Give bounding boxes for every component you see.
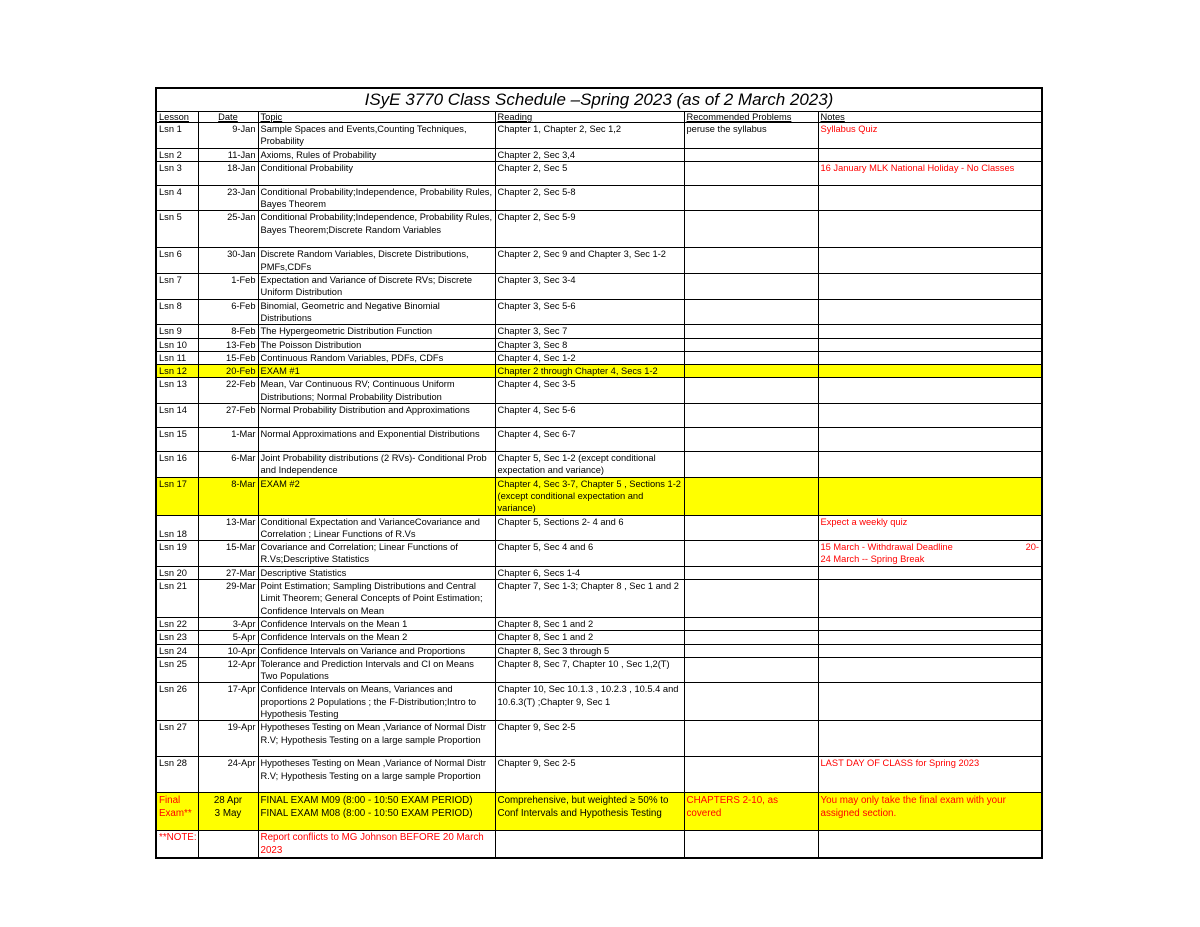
header-topic: Topic <box>258 112 495 123</box>
topic-cell: Confidence Intervals on the Mean 1 <box>258 617 495 630</box>
page-title: ISyE 3770 Class Schedule –Spring 2023 (as of 2 March 2023) <box>157 89 1041 112</box>
problems-cell <box>684 325 818 338</box>
header-row <box>157 112 1041 123</box>
notes-cell <box>818 248 1041 274</box>
notes-cell <box>818 657 1041 683</box>
date-cell: 3-Apr <box>198 617 258 630</box>
schedule-sheet <box>155 87 1043 859</box>
topic-cell: The Hypergeometric Distribution Function <box>258 325 495 338</box>
table-row <box>157 477 1041 515</box>
date-cell: 29-Mar <box>198 580 258 618</box>
lesson-cell: Lsn 28 <box>157 757 198 793</box>
table-row <box>157 365 1041 378</box>
topic-cell: Hypotheses Testing on Mean ,Variance of Normal Distr R.V; Hypothesis Testing on a large sample Proportion <box>258 721 495 757</box>
reading-cell: Chapter 7, Sec 1-3; Chapter 8 , Sec 1 and 2 <box>495 580 684 618</box>
notes-cell <box>818 404 1041 428</box>
reading-cell: Chapter 5, Sections 2- 4 and 6 <box>495 515 684 541</box>
table-row <box>157 644 1041 657</box>
date-cell: 20-Feb <box>198 365 258 378</box>
table-row <box>157 161 1041 185</box>
problems-cell: peruse the syllabus <box>684 123 818 149</box>
notes-cell <box>818 365 1041 378</box>
notes-cell <box>818 452 1041 478</box>
lesson-cell: Lsn 14 <box>157 404 198 428</box>
topic-cell: Conditional Probability;Independence, Probability Rules, Bayes Theorem <box>258 185 495 211</box>
date-cell: 1-Feb <box>198 274 258 300</box>
lesson-cell: Lsn 9 <box>157 325 198 338</box>
lesson-cell: Lsn 16 <box>157 452 198 478</box>
table-row <box>157 211 1041 248</box>
notes-cell <box>818 148 1041 161</box>
table-row <box>157 566 1041 579</box>
lesson-cell: Lsn 27 <box>157 721 198 757</box>
final-lesson-cell: Final Exam** <box>157 793 198 831</box>
problems-cell <box>684 338 818 351</box>
topic-cell: Joint Probability distributions (2 RVs)- Conditional Prob and Independence <box>258 452 495 478</box>
reading-cell: Chapter 2 through Chapter 4, Secs 1-2 <box>495 365 684 378</box>
problems-cell <box>684 644 818 657</box>
problems-cell <box>684 631 818 644</box>
problems-cell <box>684 428 818 452</box>
notes-cell <box>818 299 1041 325</box>
date-cell: 8-Mar <box>198 477 258 515</box>
final-topic: FINAL EXAM M09 (8:00 - 10:50 EXAM PERIOD) <box>260 795 473 807</box>
table-row <box>157 123 1041 149</box>
lesson-cell: Lsn 5 <box>157 211 198 248</box>
lesson-cell: Lsn 10 <box>157 338 198 351</box>
topic-cell: Confidence Intervals on Variance and Proportions <box>258 644 495 657</box>
table-row <box>157 452 1041 478</box>
topic-cell: Conditional Probability;Independence, Probability Rules, Bayes Theorem;Discrete Random Variables <box>258 211 495 248</box>
problems-cell <box>684 274 818 300</box>
date-cell: 25-Jan <box>198 211 258 248</box>
notes-cell <box>818 477 1041 515</box>
lesson-cell: Lsn 18 <box>157 515 198 541</box>
problems-cell <box>684 541 818 567</box>
table-row <box>157 541 1041 567</box>
notes-text: 20- <box>1025 542 1039 553</box>
topic-cell: Conditional Expectation and VarianceCovariance and Correlation ; Linear Functions of R.Vs <box>258 515 495 541</box>
date-cell: 18-Jan <box>198 161 258 185</box>
date-cell: 23-Jan <box>198 185 258 211</box>
problems-cell <box>684 566 818 579</box>
notes-cell: Syllabus Quiz <box>818 123 1041 149</box>
lesson-cell: Lsn 12 <box>157 365 198 378</box>
final-date: 3 May <box>214 807 242 819</box>
notes-cell <box>818 580 1041 618</box>
table-row <box>157 515 1041 541</box>
reading-cell: Chapter 3, Sec 5-6 <box>495 299 684 325</box>
table-row <box>157 428 1041 452</box>
lesson-cell: Lsn 25 <box>157 657 198 683</box>
notes-cell <box>818 351 1041 364</box>
lesson-cell: Lsn 17 <box>157 477 198 515</box>
final-topic-cell <box>258 793 495 831</box>
problems-cell <box>684 683 818 721</box>
topic-cell: Normal Approximations and Exponential Distributions <box>258 428 495 452</box>
note-row <box>157 831 1041 857</box>
table-row <box>157 378 1041 404</box>
table-row <box>157 248 1041 274</box>
reading-cell: Chapter 3, Sec 3-4 <box>495 274 684 300</box>
lesson-cell: Lsn 7 <box>157 274 198 300</box>
reading-cell: Chapter 8, Sec 1 and 2 <box>495 617 684 630</box>
final-problems-cell: CHAPTERS 2-10, as covered <box>684 793 818 831</box>
header-reading: Reading <box>495 112 684 123</box>
reading-cell: Chapter 10, Sec 10.1.3 , 10.2.3 , 10.5.4 and 10.6.3(T) ;Chapter 9, Sec 1 <box>495 683 684 721</box>
lesson-cell: Lsn 21 <box>157 580 198 618</box>
topic-cell: Axioms, Rules of Probability <box>258 148 495 161</box>
date-cell: 15-Feb <box>198 351 258 364</box>
reading-cell: Chapter 3, Sec 7 <box>495 325 684 338</box>
notes-cell <box>818 541 1041 567</box>
table-row <box>157 580 1041 618</box>
topic-cell: Normal Probability Distribution and Approximations <box>258 404 495 428</box>
date-cell: 5-Apr <box>198 631 258 644</box>
problems-cell <box>684 351 818 364</box>
topic-cell: EXAM #2 <box>258 477 495 515</box>
lesson-cell: Lsn 6 <box>157 248 198 274</box>
notes-cell <box>818 631 1041 644</box>
lesson-cell: Lsn 19 <box>157 541 198 567</box>
topic-cell: Binomial, Geometric and Negative Binomial Distributions <box>258 299 495 325</box>
notes-cell <box>818 211 1041 248</box>
reading-cell: Chapter 8, Sec 3 through 5 <box>495 644 684 657</box>
reading-cell: Chapter 2, Sec 9 and Chapter 3, Sec 1-2 <box>495 248 684 274</box>
notes-cell: 16 January MLK National Holiday - No Classes <box>818 161 1041 185</box>
notes-cell <box>818 617 1041 630</box>
lesson-cell: Lsn 20 <box>157 566 198 579</box>
lesson-cell: Lsn 26 <box>157 683 198 721</box>
problems-cell <box>684 148 818 161</box>
problems-cell <box>684 378 818 404</box>
topic-cell: EXAM #1 <box>258 365 495 378</box>
notes-cell <box>818 683 1041 721</box>
reading-cell: Chapter 8, Sec 1 and 2 <box>495 631 684 644</box>
reading-cell: Chapter 1, Chapter 2, Sec 1,2 <box>495 123 684 149</box>
date-cell: 19-Apr <box>198 721 258 757</box>
date-cell: 11-Jan <box>198 148 258 161</box>
problems-cell <box>684 452 818 478</box>
date-cell: 13-Feb <box>198 338 258 351</box>
problems-cell <box>684 757 818 793</box>
note-empty <box>495 831 684 857</box>
topic-cell: The Poisson Distribution <box>258 338 495 351</box>
reading-cell: Chapter 4, Sec 6-7 <box>495 428 684 452</box>
notes-cell <box>818 721 1041 757</box>
header-lesson: Lesson <box>157 112 198 123</box>
reading-cell: Chapter 4, Sec 3-7, Chapter 5 , Sections 1-2 (except conditional expectation and variance) <box>495 477 684 515</box>
final-reading-cell: Comprehensive, but weighted ≥ 50% to Conf Intervals and Hypothesis Testing <box>495 793 684 831</box>
final-date: 28 Apr <box>213 795 243 807</box>
table-row <box>157 338 1041 351</box>
reading-cell: Chapter 5, Sec 4 and 6 <box>495 541 684 567</box>
problems-cell <box>684 211 818 248</box>
topic-cell: Hypotheses Testing on Mean ,Variance of Normal Distr R.V; Hypothesis Testing on a large sample Proportion <box>258 757 495 793</box>
schedule-table <box>157 112 1041 857</box>
table-row <box>157 325 1041 338</box>
notes-cell: LAST DAY OF CLASS for Spring 2023 <box>818 757 1041 793</box>
reading-cell: Chapter 9, Sec 2-5 <box>495 757 684 793</box>
lesson-cell: Lsn 2 <box>157 148 198 161</box>
table-row <box>157 148 1041 161</box>
date-cell: 1-Mar <box>198 428 258 452</box>
table-row <box>157 299 1041 325</box>
topic-cell: Descriptive Statistics <box>258 566 495 579</box>
reading-cell: Chapter 4, Sec 1-2 <box>495 351 684 364</box>
problems-cell <box>684 161 818 185</box>
date-cell: 12-Apr <box>198 657 258 683</box>
problems-cell <box>684 617 818 630</box>
table-row <box>157 617 1041 630</box>
reading-cell: Chapter 6, Secs 1-4 <box>495 566 684 579</box>
header-problems: Recommended Problems <box>684 112 818 123</box>
date-cell: 24-Apr <box>198 757 258 793</box>
lesson-cell: Lsn 3 <box>157 161 198 185</box>
date-cell: 8-Feb <box>198 325 258 338</box>
lesson-cell: Lsn 23 <box>157 631 198 644</box>
notes-cell <box>818 566 1041 579</box>
topic-cell: Sample Spaces and Events,Counting Techniques, Probability <box>258 123 495 149</box>
reading-cell: Chapter 2, Sec 5-8 <box>495 185 684 211</box>
reading-cell: Chapter 2, Sec 3,4 <box>495 148 684 161</box>
reading-cell: Chapter 5, Sec 1-2 (except conditional expectation and variance) <box>495 452 684 478</box>
reading-cell: Chapter 4, Sec 3-5 <box>495 378 684 404</box>
problems-cell <box>684 721 818 757</box>
notes-cell <box>818 378 1041 404</box>
problems-cell <box>684 515 818 541</box>
table-row <box>157 185 1041 211</box>
date-cell: 9-Jan <box>198 123 258 149</box>
topic-cell: Discrete Random Variables, Discrete Distributions, PMFs,CDFs <box>258 248 495 274</box>
final-topic: FINAL EXAM M08 (8:00 - 10:50 EXAM PERIOD) <box>260 807 473 819</box>
reading-cell: Chapter 9, Sec 2-5 <box>495 721 684 757</box>
table-row <box>157 683 1041 721</box>
date-cell: 6-Mar <box>198 452 258 478</box>
lesson-cell: Lsn 1 <box>157 123 198 149</box>
problems-cell <box>684 365 818 378</box>
topic-cell: Confidence Intervals on the Mean 2 <box>258 631 495 644</box>
lesson-cell: Lsn 13 <box>157 378 198 404</box>
note-text: Report conflicts to MG Johnson BEFORE 20 March 2023 <box>258 831 495 857</box>
table-row <box>157 757 1041 793</box>
topic-cell: Confidence Intervals on Means, Variances and proportions 2 Populations ; the F-Distribution;Intro to Hypothesis Testing <box>258 683 495 721</box>
problems-cell <box>684 404 818 428</box>
topic-cell: Mean, Var Continuous RV; Continuous Uniform Distributions; Normal Probability Distribution <box>258 378 495 404</box>
notes-cell <box>818 428 1041 452</box>
table-row <box>157 631 1041 644</box>
notes-text: 24 March -- Spring Break <box>820 554 925 565</box>
topic-cell: Expectation and Variance of Discrete RVs; Discrete Uniform Distribution <box>258 274 495 300</box>
date-cell: 6-Feb <box>198 299 258 325</box>
reading-cell: Chapter 3, Sec 8 <box>495 338 684 351</box>
notes-cell <box>818 274 1041 300</box>
table-row <box>157 657 1041 683</box>
notes-cell <box>818 338 1041 351</box>
topic-cell: Continuous Random Variables, PDFs, CDFs <box>258 351 495 364</box>
date-cell: 22-Feb <box>198 378 258 404</box>
reading-cell: Chapter 4, Sec 5-6 <box>495 404 684 428</box>
notes-cell: Expect a weekly quiz <box>818 515 1041 541</box>
reading-cell: Chapter 8, Sec 7, Chapter 10 , Sec 1,2(T) <box>495 657 684 683</box>
date-cell: 10-Apr <box>198 644 258 657</box>
reading-cell: Chapter 2, Sec 5 <box>495 161 684 185</box>
lesson-cell: Lsn 15 <box>157 428 198 452</box>
topic-cell: Conditional Probability <box>258 161 495 185</box>
date-cell: 30-Jan <box>198 248 258 274</box>
final-notes-cell: You may only take the final exam with your assigned section. <box>818 793 1041 831</box>
lesson-cell: Lsn 4 <box>157 185 198 211</box>
date-cell: 15-Mar <box>198 541 258 567</box>
notes-cell <box>818 185 1041 211</box>
note-empty <box>198 831 258 857</box>
note-empty <box>818 831 1041 857</box>
date-cell: 13-Mar <box>198 515 258 541</box>
notes-cell <box>818 644 1041 657</box>
final-date-cell <box>198 793 258 831</box>
table-row <box>157 721 1041 757</box>
table-row <box>157 351 1041 364</box>
notes-text: 15 March - Withdrawal Deadline <box>820 542 953 553</box>
date-cell: 27-Mar <box>198 566 258 579</box>
table-row <box>157 404 1041 428</box>
problems-cell <box>684 248 818 274</box>
lesson-cell: Lsn 24 <box>157 644 198 657</box>
note-label: **NOTE: <box>157 831 198 857</box>
lesson-cell: Lsn 8 <box>157 299 198 325</box>
date-cell: 17-Apr <box>198 683 258 721</box>
problems-cell <box>684 580 818 618</box>
problems-cell <box>684 299 818 325</box>
date-cell: 27-Feb <box>198 404 258 428</box>
lesson-cell: Lsn 11 <box>157 351 198 364</box>
note-empty <box>684 831 818 857</box>
final-exam-row <box>157 793 1041 831</box>
problems-cell <box>684 657 818 683</box>
topic-cell: Point Estimation; Sampling Distributions and Central Limit Theorem; General Concepts of Point Estimation; Confidence Intervals on Mean <box>258 580 495 618</box>
problems-cell <box>684 185 818 211</box>
table-row <box>157 274 1041 300</box>
header-date: Date <box>198 112 258 123</box>
topic-cell: Tolerance and Prediction Intervals and CI on Means Two Populations <box>258 657 495 683</box>
header-notes: Notes <box>818 112 1041 123</box>
topic-cell: Covariance and Correlation; Linear Functions of R.Vs;Descriptive Statistics <box>258 541 495 567</box>
reading-cell: Chapter 2, Sec 5-9 <box>495 211 684 248</box>
notes-cell <box>818 325 1041 338</box>
problems-cell <box>684 477 818 515</box>
lesson-cell: Lsn 22 <box>157 617 198 630</box>
